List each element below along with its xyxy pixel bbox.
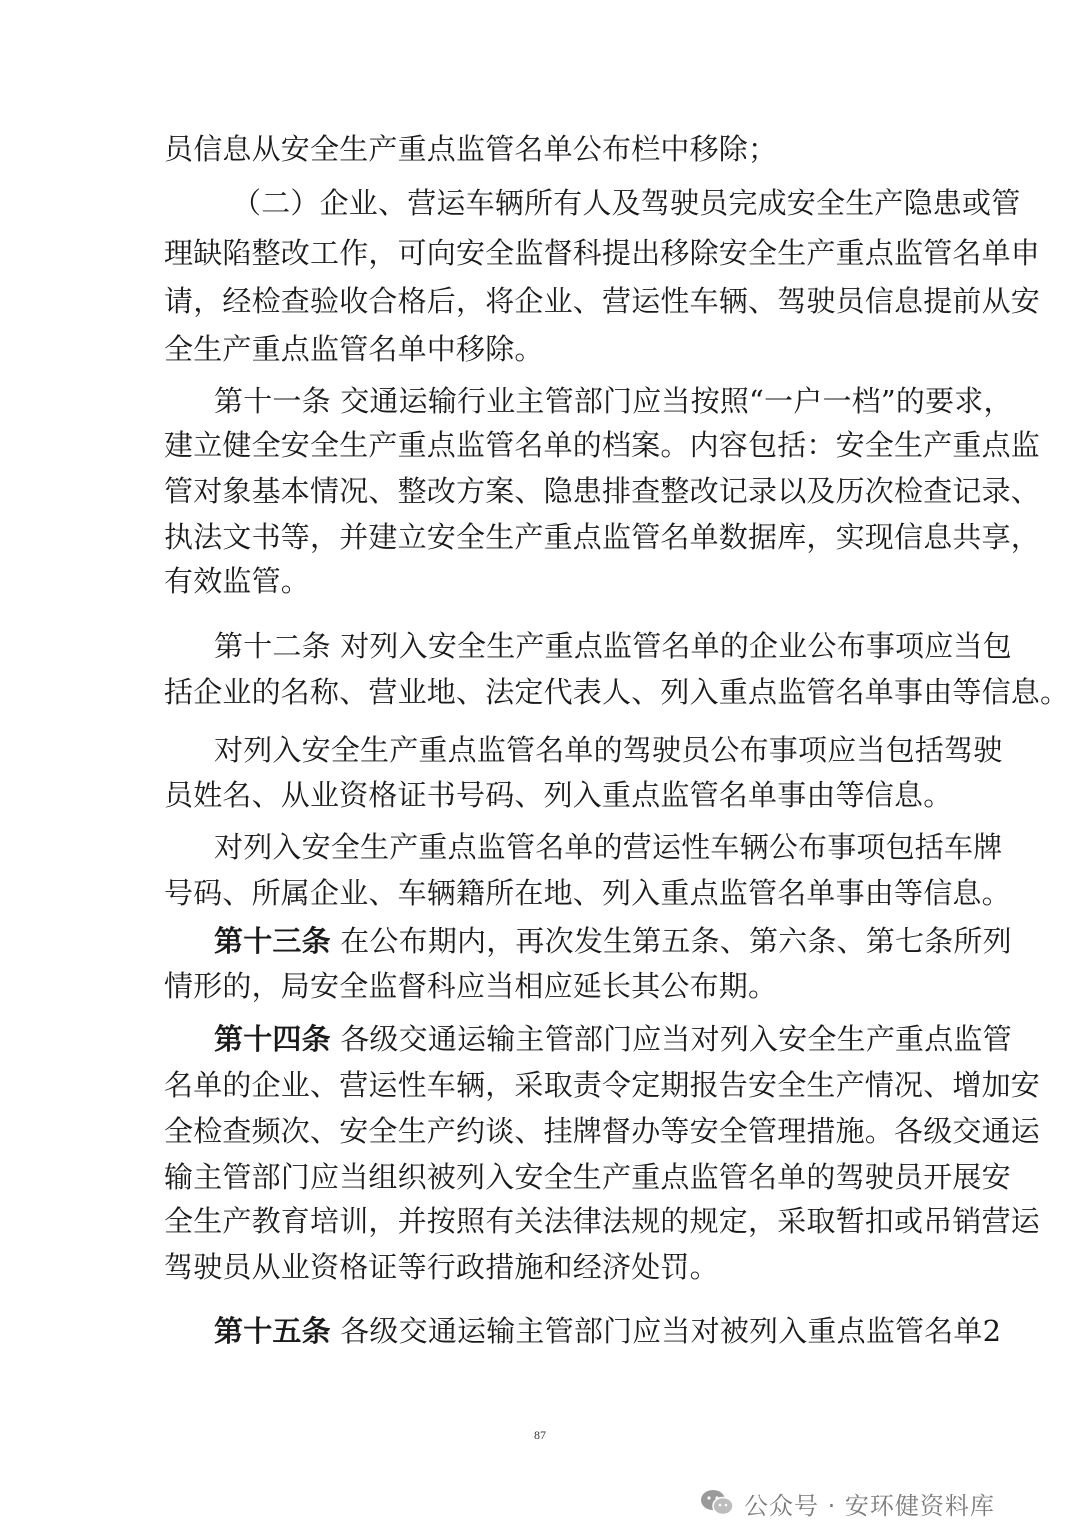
text-line: （二）企业、营运车辆所有人及驾驶员完成安全生产隐患或管 bbox=[232, 186, 1021, 220]
text-line: 号码、所属企业、车辆籍所在地、列入重点监管名单事由等信息。 bbox=[164, 876, 1011, 910]
text-line: 有效监管。 bbox=[164, 564, 311, 598]
page-number: 87 bbox=[534, 1428, 546, 1442]
text-line: 请，经检查验收合格后，将企业、营运性车辆、驾驶员信息提前从安 bbox=[164, 284, 1041, 318]
text-line: 员姓名、从业资格证书号码、列入重点监管名单事由等信息。 bbox=[164, 778, 953, 812]
watermark-text: 公众号 · 安环健资料库 bbox=[744, 1491, 995, 1520]
text-line: 括企业的名称、营业地、法定代表人、列入重点监管名单事由等信息。 bbox=[164, 675, 1070, 709]
article-15-heading: 第十五条 bbox=[214, 1314, 331, 1348]
article-15-line bbox=[214, 1314, 1001, 1348]
text-line: 全检查频次、安全生产约谈、挂牌督办等安全管理措施。各级交通运 bbox=[164, 1114, 1041, 1148]
text-line: 第十一条 交通运输行业主管部门应当按照“一户一档”的要求， bbox=[214, 384, 1013, 418]
text-line: 各级交通运输主管部门应当对被列入重点监管名单2 bbox=[340, 1314, 1002, 1348]
text-line: 驾驶员从业资格证等行政措施和经济处罚。 bbox=[164, 1250, 719, 1284]
wechat-icon bbox=[700, 1488, 734, 1518]
text-line: 各级交通运输主管部门应当对列入安全生产重点监管 bbox=[340, 1022, 1012, 1056]
text-line: 建立健全安全生产重点监管名单的档案。内容包括：安全生产重点监 bbox=[164, 428, 1041, 462]
article-13-heading: 第十三条 bbox=[214, 924, 331, 958]
text-line: 执法文书等，并建立安全生产重点监管名单数据库，实现信息共享， bbox=[164, 520, 1041, 554]
text-line: 对列入安全生产重点监管名单的驾驶员公布事项应当包括驾驶 bbox=[214, 733, 1003, 767]
text-line: 名单的企业、营运性车辆，采取责令定期报告安全生产情况、增加安 bbox=[164, 1068, 1041, 1102]
article-14-heading: 第十四条 bbox=[214, 1022, 331, 1056]
text-line: 理缺陷整改工作，可向安全监督科提出移除安全生产重点监管名单申 bbox=[164, 236, 1041, 270]
text-line: 员信息从安全生产重点监管名单公布栏中移除； bbox=[164, 132, 778, 166]
text-line: 情形的，局安全监督科应当相应延长其公布期。 bbox=[164, 969, 778, 1003]
text-line: 在公布期内，再次发生第五条、第六条、第七条所列 bbox=[340, 924, 1012, 958]
text-line: 全生产教育培训，并按照有关法律法规的规定，采取暂扣或吊销营运 bbox=[164, 1204, 1041, 1238]
watermark bbox=[700, 1483, 995, 1523]
text-line: 管对象基本情况、整改方案、隐患排查整改记录以及历次检查记录、 bbox=[164, 474, 1041, 508]
article-14-line bbox=[214, 1022, 1012, 1056]
text-line: 对列入安全生产重点监管名单的营运性车辆公布事项包括车牌 bbox=[214, 830, 1003, 864]
text-line: 输主管部门应当组织被列入安全生产重点监管名单的驾驶员开展安 bbox=[164, 1160, 1011, 1194]
text-line: 第十二条 对列入安全生产重点监管名单的企业公布事项应当包 bbox=[214, 629, 1012, 663]
text-line: 全生产重点监管名单中移除。 bbox=[164, 332, 544, 366]
article-13-line bbox=[214, 924, 1012, 958]
